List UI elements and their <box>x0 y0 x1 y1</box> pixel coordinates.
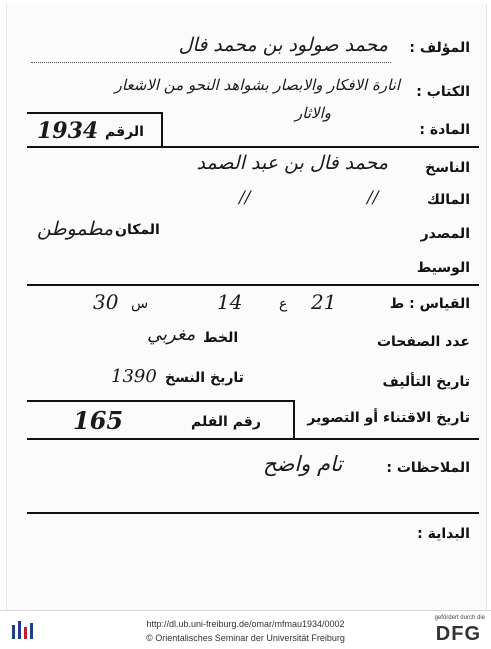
dfg-funded-text: gefördert durch die <box>434 615 485 621</box>
film-box-side <box>293 400 295 438</box>
script-label: الخط <box>203 330 239 346</box>
footer <box>0 610 491 649</box>
size-ain-value: 14 <box>217 290 243 314</box>
script-value: مغربي <box>147 324 196 345</box>
copyist-value: محمد فال بن عبد الصمد <box>196 152 388 174</box>
number-box-side <box>161 112 163 146</box>
authoring-date-label: تاريخ التأليف <box>382 374 470 390</box>
film-value: 165 <box>73 406 124 435</box>
place-value: مطموطن <box>37 218 114 240</box>
section-rule-3 <box>27 438 479 440</box>
owner-label: المالك <box>427 192 470 208</box>
section-rule-4 <box>27 512 479 514</box>
notes-label: الملاحظات : <box>386 460 470 476</box>
section-rule-1 <box>27 146 479 148</box>
copy-date-value: 1390 <box>111 366 157 387</box>
beginning-label: البداية : <box>417 526 470 542</box>
source-label: المصدر <box>420 226 470 242</box>
film-label: رقم الفلم <box>191 414 261 430</box>
copyist-label: الناسخ <box>425 160 470 176</box>
author-label: المؤلف : <box>409 40 470 56</box>
size-sin-value: 30 <box>93 290 119 314</box>
place-label: المكان <box>115 222 160 238</box>
footer-url[interactable]: http://dl.ub.uni-freiburg.de/omar/mfmau1934/0002 <box>146 619 345 629</box>
size-t-value: 21 <box>311 290 337 314</box>
pages-label: عدد الصفحات <box>376 334 470 350</box>
footer-copyright: © Orientalisches Seminar der Universität Freiburg <box>146 633 345 643</box>
subject-label: المادة : <box>419 122 470 138</box>
author-rule <box>31 62 391 63</box>
author-value: محمد صولود بن محمد فال <box>178 34 388 56</box>
catalog-card <box>6 4 487 610</box>
acquisition-label: تاريخ الاقتناء أو التصوير <box>307 410 470 426</box>
title-label: الكتاب : <box>416 84 470 100</box>
title-value-line1: انارة الافكار والابصار بشواهد النحو من الاشعار <box>114 76 400 94</box>
film-box-top <box>27 400 295 402</box>
dfg-logo: DFG <box>435 623 481 645</box>
size-ain-label: ع <box>279 296 288 312</box>
owner-ditto-2: // <box>367 188 379 208</box>
title-value-line2: والاثار <box>295 104 331 122</box>
intermediary-label: الوسيط <box>416 260 470 276</box>
copy-date-label: تاريخ النسخ <box>165 370 244 386</box>
number-value: 1934 <box>37 118 99 144</box>
section-rule-2 <box>27 284 479 286</box>
size-label: القياس : ط <box>389 296 470 312</box>
notes-value: تام واضح <box>263 452 343 476</box>
number-label: الرقم <box>105 124 144 140</box>
number-box-top <box>27 112 163 114</box>
university-logo-icon <box>10 619 36 641</box>
owner-ditto-1: // <box>239 188 251 208</box>
size-sin-label: س <box>131 296 149 312</box>
